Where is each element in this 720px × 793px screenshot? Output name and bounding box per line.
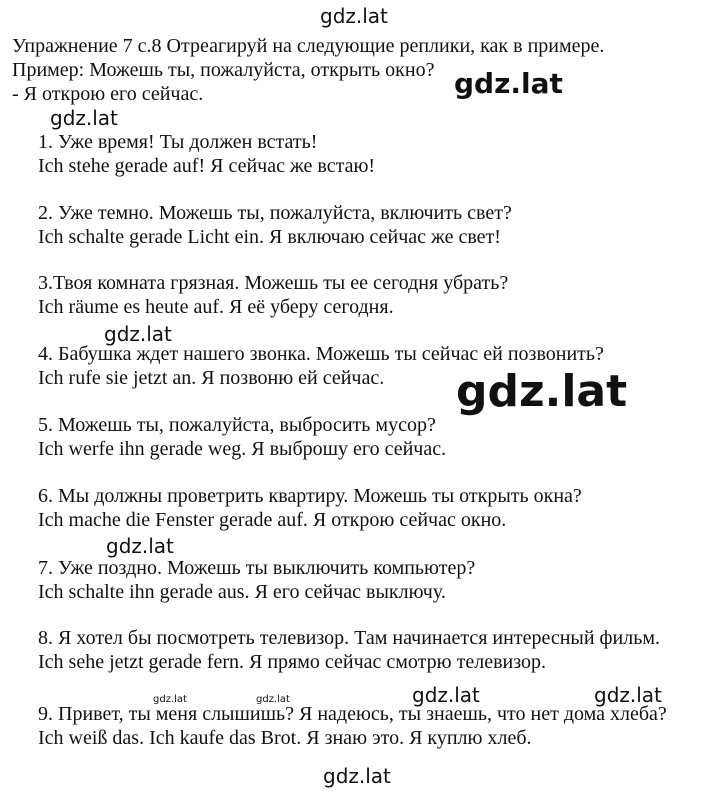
item-question: 8. Я хотел бы посмотреть телевизор. Там начинается интересный фильм. xyxy=(38,627,660,649)
item-answer: Ich räume es heute auf. Я её уберу сегодня. xyxy=(38,296,394,318)
item-answer: Ich werfe ihn gerade weg. Я выброшу его сейчас. xyxy=(38,438,447,460)
item-question: 1. Уже время! Ты должен встать! xyxy=(38,131,318,153)
watermark: gdz.lat xyxy=(320,4,388,28)
item-answer: Ich sehe jetzt gerade fern. Я прямо сейчас смотрю телевизор. xyxy=(38,651,546,673)
watermark: gdz.lat xyxy=(153,694,187,705)
watermark: gdz.lat xyxy=(594,683,662,707)
watermark: gdz.lat xyxy=(50,106,118,130)
item-question: 5. Можешь ты, пожалуйста, выбросить мусор? xyxy=(38,414,436,436)
item-answer: Ich rufe sie jetzt an. Я позвоню ей сейчас. xyxy=(38,367,385,389)
watermark: gdz.lat xyxy=(256,694,290,705)
example-answer: - Я открою его сейчас. xyxy=(12,83,204,105)
exercise-title: Упражнение 7 с.8 Отреагируй на следующие реплики, как в примере. xyxy=(12,35,605,57)
item-answer: Ich mache die Fenster gerade auf. Я открою сейчас окно. xyxy=(38,509,507,531)
watermark: gdz.lat xyxy=(450,70,567,98)
item-answer: Ich schalte ihn gerade aus. Я его сейчас выключу. xyxy=(38,581,446,603)
item-question: 7. Уже поздно. Можешь ты выключить компьютер? xyxy=(38,557,476,579)
item-answer: Ich weiß das. Ich kaufe das Brot. Я знаю это. Я куплю хлеб. xyxy=(38,727,532,749)
watermark: gdz.lat xyxy=(106,534,174,558)
watermark: gdz.lat xyxy=(323,764,391,788)
item-question: 3.Твоя комната грязная. Можешь ты ее сегодня убрать? xyxy=(38,272,509,294)
watermark: gdz.lat xyxy=(452,370,631,414)
watermark: gdz.lat xyxy=(412,683,480,707)
item-question: 9. Привет, ты меня слышишь? Я надеюсь, ты знаешь, что нет дома хлеба? xyxy=(38,703,667,725)
item-question: 6. Мы должны проветрить квартиру. Можешь ты открыть окна? xyxy=(38,485,582,507)
item-answer: Ich schalte gerade Licht ein. Я включаю сейчас же свет! xyxy=(38,226,501,248)
watermark: gdz.lat xyxy=(104,322,172,346)
item-question: 2. Уже темно. Можешь ты, пожалуйста, включить свет? xyxy=(38,202,512,224)
item-answer: Ich stehe gerade auf! Я сейчас же встаю! xyxy=(38,155,376,177)
item-question: 4. Бабушка ждет нашего звонка. Можешь ты сейчас ей позвонить? xyxy=(38,343,604,365)
example-line: Пример: Можешь ты, пожалуйста, открыть окно? xyxy=(12,59,435,81)
